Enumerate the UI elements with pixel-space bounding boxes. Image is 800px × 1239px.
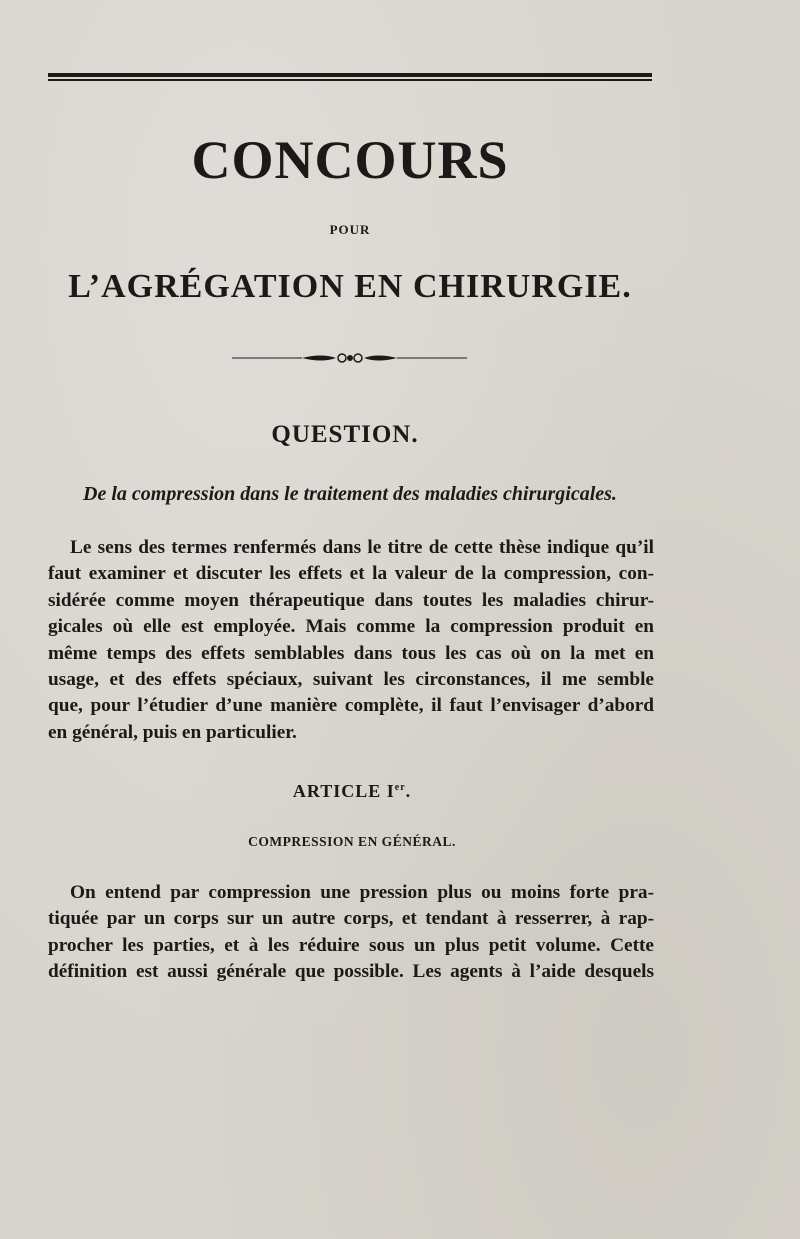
intro-paragraph [48, 535, 654, 746]
body-paragraph [48, 880, 654, 986]
text-line: définition est aussi générale que possible. Les agents à l’aide desquels [48, 961, 654, 983]
text-line: Le sens des termes renfermés dans le titre de cette thèse indique qu’il [70, 537, 654, 558]
question-text: De la compression dans le traitement des maladies chirurgicales. [83, 483, 617, 505]
text-line: que, pour l’étudier d’une manière complète, il faut l’envisager d’abord [48, 695, 654, 717]
article-heading-period: . [405, 781, 412, 801]
top-double-rule [48, 73, 652, 82]
page-subtitle: L’AGRÉGATION EN CHIRURGIE. [68, 268, 632, 305]
section-heading: COMPRESSION EN GÉNÉRAL. [248, 834, 456, 849]
text-line: en général, puis en particulier. [48, 721, 297, 743]
article-heading [0, 775, 704, 804]
pour-label: POUR [329, 222, 371, 237]
article-heading-text: ARTICLE I [292, 781, 395, 801]
text-line: même temps des effets semblables dans tous les cas où on la met en [48, 642, 654, 664]
ornamental-divider-icon [232, 350, 467, 366]
question-heading: QUESTION. [271, 421, 419, 448]
text-line: usage, et des effets spéciaux, suivant les circonstances, il me semble [48, 669, 654, 691]
text-line: gicales où elle est employée. Mais comme la compression produit en [48, 616, 654, 638]
text-line: sidérée comme moyen thérapeutique dans toutes les maladies chirur- [48, 589, 654, 611]
text-line: tiquée par un corps sur un autre corps, et tendant à resserrer, à rap- [48, 908, 654, 930]
text-line: On entend par compression une pression plus ou moins forte pra- [70, 882, 654, 903]
page-title: CONCOURS [191, 130, 509, 190]
text-line: faut examiner et discuter les effets et la valeur de la compression, con- [48, 563, 654, 585]
text-line: procher les parties, et à les réduire sous un plus petit volume. Cette [48, 934, 654, 956]
article-heading-superscript: er [394, 782, 406, 793]
